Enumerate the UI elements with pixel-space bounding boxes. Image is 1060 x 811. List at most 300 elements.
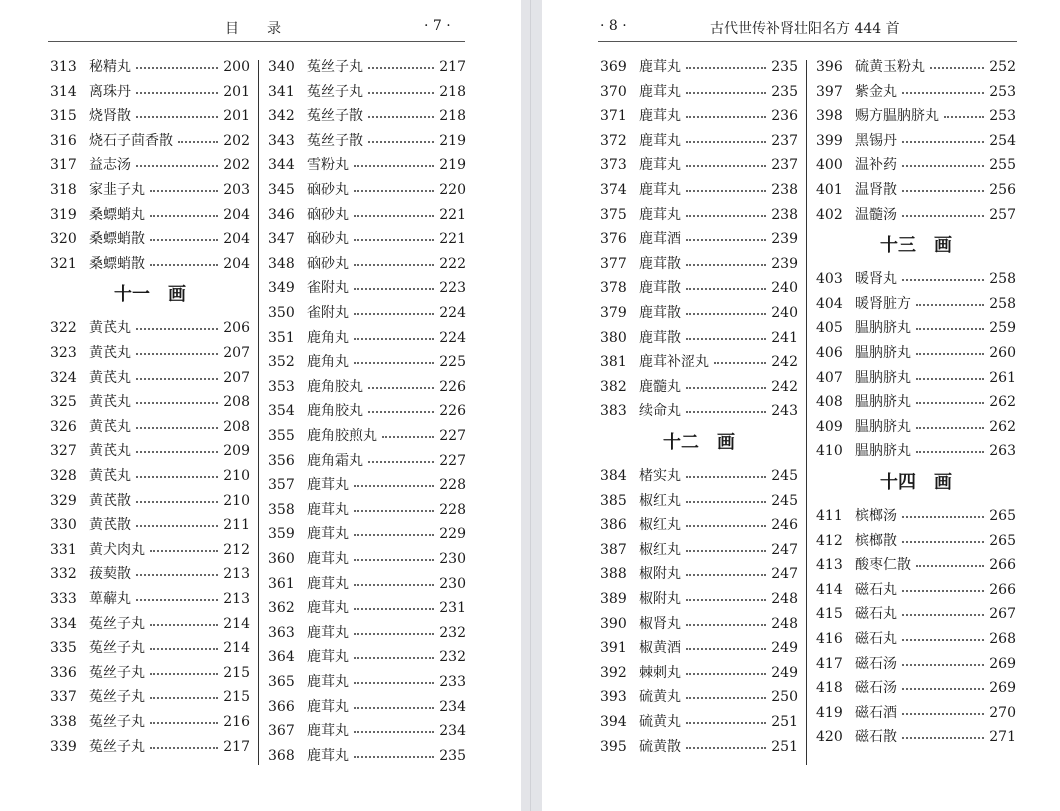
entry-name: 椒红丸 <box>639 541 681 558</box>
toc-entry <box>50 587 250 611</box>
entry-number: 384 <box>600 468 627 484</box>
entry-name: 鹿茸丸 <box>307 624 349 641</box>
dot-leader <box>354 252 434 266</box>
toc-entry <box>816 439 1016 463</box>
entry-name: 槟榔汤 <box>855 508 897 524</box>
entry-page: 222 <box>439 255 466 272</box>
toc-entry <box>816 529 1016 553</box>
entry-number: 354 <box>268 403 295 420</box>
entry-page: 219 <box>439 157 466 174</box>
toc-entry <box>268 252 466 276</box>
toc-entry <box>268 129 466 153</box>
entry-name: 鹿茸丸 <box>639 157 681 174</box>
entry-page: 267 <box>989 606 1016 623</box>
entry-number: 416 <box>816 631 843 647</box>
entry-number: 324 <box>50 369 77 386</box>
toc-entry <box>268 473 466 497</box>
entry-number: 327 <box>50 443 77 460</box>
entry-name: 磁石汤 <box>855 655 897 672</box>
entry-name: 秘精丸 <box>89 59 131 75</box>
entry-number: 410 <box>816 443 843 460</box>
entry-number: 355 <box>268 428 295 444</box>
toc-entry <box>600 153 798 177</box>
entry-name: 烧石子茴香散 <box>89 132 173 149</box>
toc-entry <box>600 129 798 153</box>
entry-name: 槟榔散 <box>855 532 897 549</box>
entry-page: 229 <box>439 526 466 543</box>
entry-page: 248 <box>771 615 798 632</box>
dot-leader <box>354 350 434 364</box>
entry-page: 255 <box>989 157 1016 174</box>
dot-leader <box>136 55 218 69</box>
toc-entry <box>600 80 798 104</box>
entry-number: 377 <box>600 255 627 272</box>
entry-number: 326 <box>50 418 77 435</box>
toc-entry <box>600 55 798 79</box>
entry-page: 254 <box>989 132 1016 149</box>
toc-entry <box>816 267 1016 291</box>
entry-name: 黄芪丸 <box>89 369 131 386</box>
toc-entry <box>268 375 466 399</box>
toc-entry <box>816 725 1016 749</box>
entry-name: 雪粉丸 <box>307 157 349 174</box>
dot-leader <box>354 178 434 192</box>
entry-page: 265 <box>989 532 1016 549</box>
entry-page: 218 <box>439 83 466 100</box>
dot-leader <box>354 301 434 315</box>
toc-entry <box>600 203 798 227</box>
toc-entry <box>50 710 250 734</box>
dot-leader <box>902 153 984 167</box>
entry-number: 400 <box>816 157 843 174</box>
dot-leader <box>686 685 766 699</box>
entry-page: 204 <box>223 206 250 223</box>
entry-number: 390 <box>600 615 627 632</box>
entry-number: 314 <box>50 83 77 100</box>
toc-entry <box>50 341 250 365</box>
entry-name: 菟丝子散 <box>307 132 363 149</box>
column-divider <box>258 60 259 765</box>
entry-name: 鹿茸丸 <box>307 526 349 543</box>
entry-name: 鹿茸丸 <box>307 649 349 666</box>
entry-name: 硫黄丸 <box>639 714 681 730</box>
entry-name: 菟丝子散 <box>307 108 363 125</box>
entry-page: 258 <box>989 295 1016 312</box>
toc-entry <box>816 341 1016 365</box>
entry-page: 213 <box>223 566 250 583</box>
entry-number: 315 <box>50 108 77 125</box>
dot-leader <box>902 652 984 666</box>
dot-leader <box>902 80 984 94</box>
toc-entry <box>268 104 466 128</box>
dot-leader <box>368 375 434 389</box>
dot-leader <box>354 744 434 758</box>
dot-leader <box>354 153 434 167</box>
toc-entry <box>268 596 466 620</box>
toc-entry <box>268 498 466 522</box>
entry-page: 251 <box>771 714 798 730</box>
dot-leader <box>944 104 984 118</box>
entry-page: 243 <box>771 403 798 420</box>
dot-leader <box>686 178 766 192</box>
dot-leader <box>368 80 434 94</box>
dot-leader <box>150 710 218 724</box>
dot-leader <box>150 252 218 266</box>
section-heading: 十一 画 <box>114 284 186 306</box>
dot-leader <box>150 612 218 626</box>
dot-leader <box>714 350 766 364</box>
entry-page: 217 <box>439 59 466 75</box>
entry-name: 腽肭脐丸 <box>855 320 911 337</box>
toc-entry <box>816 366 1016 390</box>
entry-number: 351 <box>268 329 295 346</box>
entry-page: 237 <box>771 132 798 149</box>
entry-name: 菟丝子丸 <box>89 664 145 681</box>
entry-name: 酸枣仁散 <box>855 557 911 574</box>
toc-entry <box>600 276 798 300</box>
dot-leader <box>136 439 218 453</box>
entry-number: 388 <box>600 566 627 583</box>
entry-name: 暖肾丸 <box>855 271 897 288</box>
entry-page: 249 <box>771 664 798 681</box>
toc-entry <box>816 129 1016 153</box>
entry-number: 398 <box>816 108 843 125</box>
toc-entry <box>268 572 466 596</box>
entry-page: 239 <box>771 255 798 272</box>
right-header-rule <box>598 41 1017 42</box>
entry-number: 391 <box>600 640 627 657</box>
entry-name: 硇砂丸 <box>307 231 349 248</box>
right-page <box>542 0 1060 811</box>
entry-name: 黄芪散 <box>89 517 131 534</box>
toc-entry <box>816 80 1016 104</box>
entry-page: 214 <box>223 640 250 657</box>
toc-entry <box>268 670 466 694</box>
toc-entry <box>600 685 798 709</box>
entry-number: 362 <box>268 600 295 617</box>
entry-page: 266 <box>989 581 1016 598</box>
entry-page: 259 <box>989 320 1016 337</box>
entry-name: 鹿茸丸 <box>307 477 349 494</box>
entry-page: 223 <box>439 280 466 297</box>
entry-number: 341 <box>268 83 295 100</box>
toc-entry <box>600 464 798 488</box>
entry-name: 腽肭脐丸 <box>855 443 911 460</box>
entry-page: 270 <box>989 704 1016 721</box>
toc-entry <box>816 602 1016 626</box>
dot-leader <box>902 529 984 543</box>
entry-number: 357 <box>268 477 295 494</box>
entry-page: 232 <box>439 624 466 641</box>
entry-number: 386 <box>600 517 627 534</box>
entry-page: 258 <box>989 271 1016 288</box>
dot-leader <box>354 572 434 586</box>
toc-entry <box>816 676 1016 700</box>
entry-page: 241 <box>771 329 798 346</box>
dot-leader <box>902 725 984 739</box>
toc-entry <box>816 178 1016 202</box>
toc-entry <box>816 627 1016 651</box>
dot-leader <box>686 80 766 94</box>
entry-name: 温髓汤 <box>855 206 897 223</box>
entry-number: 344 <box>268 157 295 174</box>
toc-entry <box>816 203 1016 227</box>
entry-page: 269 <box>989 655 1016 672</box>
dot-leader <box>902 504 984 518</box>
toc-entry <box>50 203 250 227</box>
entry-number: 407 <box>816 369 843 386</box>
entry-name: 菟丝子丸 <box>307 59 363 75</box>
entry-number: 381 <box>600 354 627 371</box>
entry-page: 236 <box>771 108 798 125</box>
entry-page: 204 <box>223 231 250 248</box>
toc-entry <box>816 578 1016 602</box>
toc-entry <box>268 645 466 669</box>
entry-number: 359 <box>268 526 295 543</box>
entry-page: 230 <box>439 575 466 592</box>
dot-leader <box>136 341 218 355</box>
toc-entry <box>600 661 798 685</box>
entry-name: 楮实丸 <box>639 468 681 484</box>
toc-entry <box>816 701 1016 725</box>
entry-number: 378 <box>600 280 627 297</box>
toc-entry <box>816 504 1016 528</box>
entry-number: 393 <box>600 689 627 706</box>
entry-name: 腽肭脐丸 <box>855 418 911 435</box>
dot-leader <box>136 316 218 330</box>
toc-entry <box>600 489 798 513</box>
entry-name: 磁石丸 <box>855 606 897 623</box>
entry-page: 225 <box>439 354 466 371</box>
toc-entry <box>600 350 798 374</box>
dot-leader <box>686 587 766 601</box>
dot-leader <box>136 562 218 576</box>
entry-page: 242 <box>771 354 798 371</box>
entry-number: 320 <box>50 231 77 248</box>
entry-number: 382 <box>600 378 627 395</box>
entry-number: 350 <box>268 305 295 321</box>
entry-page: 266 <box>989 557 1016 574</box>
entry-number: 397 <box>816 83 843 100</box>
entry-number: 335 <box>50 640 77 657</box>
toc-entry <box>816 652 1016 676</box>
dot-leader <box>916 366 984 380</box>
right-page-title: 古代世传补肾壮阳名方 444 首 <box>710 21 900 37</box>
toc-entry <box>816 390 1016 414</box>
toc-entry <box>816 55 1016 79</box>
entry-number: 361 <box>268 575 295 592</box>
entry-number: 411 <box>816 508 843 524</box>
entry-number: 409 <box>816 418 843 435</box>
entry-number: 394 <box>600 714 627 730</box>
toc-entry <box>600 104 798 128</box>
entry-name: 腽肭脐丸 <box>855 394 911 411</box>
dot-leader <box>150 685 218 699</box>
entry-page: 203 <box>223 182 250 198</box>
entry-name: 鹿茸散 <box>639 280 681 297</box>
entry-number: 367 <box>268 723 295 740</box>
entry-number: 352 <box>268 354 295 371</box>
toc-entry <box>816 415 1016 439</box>
right-page-header <box>542 14 1060 38</box>
entry-name: 椒红丸 <box>639 492 681 509</box>
dot-leader <box>354 621 434 635</box>
entry-page: 211 <box>223 517 250 534</box>
entry-page: 240 <box>771 280 798 297</box>
entry-name: 鹿茸散 <box>639 329 681 346</box>
entry-page: 233 <box>439 674 466 690</box>
entry-number: 414 <box>816 581 843 598</box>
entry-page: 253 <box>989 108 1016 125</box>
entry-number: 399 <box>816 132 843 149</box>
dot-leader <box>136 464 218 478</box>
entry-number: 418 <box>816 680 843 697</box>
entry-number: 370 <box>600 83 627 100</box>
entry-number: 373 <box>600 157 627 174</box>
toc-entry <box>600 587 798 611</box>
entry-page: 214 <box>223 615 250 632</box>
entry-name: 黄芪丸 <box>89 443 131 460</box>
entry-page: 204 <box>223 255 250 272</box>
entry-name: 黄芪散 <box>89 492 131 509</box>
toc-entry <box>268 178 466 202</box>
dot-leader <box>686 129 766 143</box>
entry-number: 317 <box>50 157 77 174</box>
entry-page: 208 <box>223 418 250 435</box>
toc-entry <box>50 252 250 276</box>
toc-entry <box>50 129 250 153</box>
toc-entry <box>268 301 466 325</box>
toc-entry <box>50 513 250 537</box>
entry-number: 363 <box>268 624 295 641</box>
toc-entry <box>600 710 798 734</box>
entry-page: 235 <box>771 83 798 100</box>
entry-page: 245 <box>771 468 798 484</box>
entry-page: 221 <box>439 231 466 248</box>
dot-leader <box>354 227 434 241</box>
entry-name: 鹿茸丸 <box>307 723 349 740</box>
dot-leader <box>686 153 766 167</box>
column-divider <box>806 60 807 765</box>
entry-number: 369 <box>600 59 627 75</box>
entry-name: 椒附丸 <box>639 566 681 583</box>
entry-number: 364 <box>268 649 295 666</box>
entry-page: 208 <box>223 394 250 411</box>
entry-number: 336 <box>50 664 77 681</box>
entry-number: 408 <box>816 394 843 411</box>
entry-page: 253 <box>989 83 1016 100</box>
dot-leader <box>916 439 984 453</box>
entry-number: 323 <box>50 345 77 361</box>
entry-page: 263 <box>989 443 1016 460</box>
entry-number: 401 <box>816 182 843 198</box>
entry-number: 340 <box>268 59 295 75</box>
dot-leader <box>354 645 434 659</box>
entry-name: 腽肭脐丸 <box>855 345 911 361</box>
entry-page: 227 <box>439 452 466 469</box>
toc-entry <box>600 375 798 399</box>
toc-entry <box>268 399 466 423</box>
entry-number: 412 <box>816 532 843 549</box>
entry-name: 鹿茸丸 <box>307 674 349 690</box>
entry-number: 402 <box>816 206 843 223</box>
entry-name: 离珠丹 <box>89 83 131 100</box>
entry-name: 椒黄酒 <box>639 640 681 657</box>
dot-leader <box>930 55 984 69</box>
entry-number: 375 <box>600 206 627 223</box>
dot-leader <box>136 390 218 404</box>
entry-number: 360 <box>268 551 295 567</box>
entry-page: 260 <box>989 345 1016 361</box>
entry-name: 菟丝子丸 <box>307 83 363 100</box>
entry-page: 231 <box>439 600 466 617</box>
entry-page: 235 <box>439 747 466 764</box>
entry-page: 245 <box>771 492 798 509</box>
entry-name: 硫黄玉粉丸 <box>855 59 925 75</box>
toc-entry <box>600 562 798 586</box>
entry-page: 206 <box>223 320 250 337</box>
entry-number: 379 <box>600 305 627 321</box>
entry-name: 黄芪丸 <box>89 345 131 361</box>
left-page-header <box>0 14 521 38</box>
dot-leader <box>686 710 766 724</box>
toc-entry <box>816 553 1016 577</box>
entry-name: 棘刺丸 <box>639 664 681 681</box>
entry-name: 鹿茸丸 <box>639 59 681 75</box>
dot-leader <box>150 538 218 552</box>
entry-number: 404 <box>816 295 843 312</box>
dot-leader <box>368 399 434 413</box>
entry-number: 337 <box>50 689 77 706</box>
toc-entry <box>600 301 798 325</box>
toc-entry <box>50 390 250 414</box>
entry-name: 鹿茸散 <box>639 255 681 272</box>
dot-leader <box>150 636 218 650</box>
entry-name: 菟丝子丸 <box>89 738 145 755</box>
entry-number: 345 <box>268 182 295 198</box>
entry-name: 鹿髓丸 <box>639 378 681 395</box>
entry-name: 黑锡丹 <box>855 132 897 149</box>
toc-entry <box>50 562 250 586</box>
dot-leader <box>902 602 984 616</box>
dot-leader <box>686 735 766 749</box>
toc-entry <box>268 424 466 448</box>
dot-leader <box>686 562 766 576</box>
toc-entry <box>50 366 250 390</box>
entry-name: 鹿角胶丸 <box>307 403 363 420</box>
entry-page: 265 <box>989 508 1016 524</box>
dot-leader <box>136 80 218 94</box>
dot-leader <box>902 178 984 192</box>
dot-leader <box>136 153 218 167</box>
entry-page: 201 <box>223 83 250 100</box>
toc-entry <box>600 735 798 759</box>
entry-name: 鹿角胶煎丸 <box>307 428 377 444</box>
section-heading: 十四 画 <box>880 472 952 493</box>
dot-leader <box>902 578 984 592</box>
entry-page: 249 <box>771 640 798 657</box>
dot-leader <box>368 449 434 463</box>
entry-page: 268 <box>989 631 1016 647</box>
toc-entry <box>268 153 466 177</box>
entry-name: 腽肭脐丸 <box>855 369 911 386</box>
entry-number: 328 <box>50 468 77 484</box>
entry-page: 271 <box>989 729 1016 746</box>
toc-entry <box>268 80 466 104</box>
entry-name: 雀附丸 <box>307 305 349 321</box>
toc-entry <box>268 350 466 374</box>
toc-entry <box>268 227 466 251</box>
